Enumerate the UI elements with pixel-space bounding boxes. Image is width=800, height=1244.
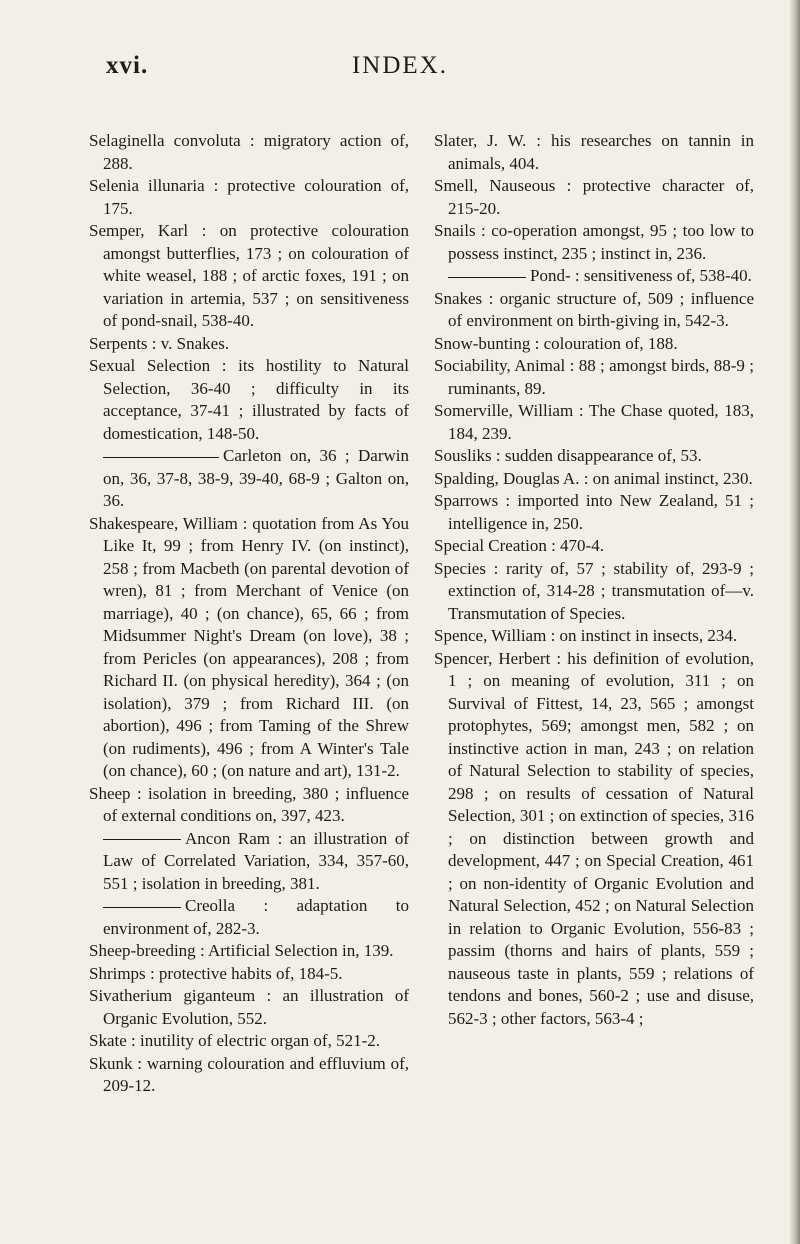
- ditto-dash: [103, 457, 219, 458]
- entry-body: : Artificial Selection in, 139.: [195, 941, 394, 960]
- entry-heading: Spence, William: [434, 626, 547, 645]
- entry-body: : on instinct in insects, 234.: [546, 626, 738, 645]
- entry-body: : 88 ; amongst birds, 88-9 ; ruminants, 89.: [448, 356, 754, 398]
- entry-heading: Special Creation: [434, 536, 547, 555]
- entry-body: : protective colouration of, 175.: [103, 176, 409, 218]
- entry-body: : migratory action of, 288.: [103, 131, 409, 173]
- index-entry: [89, 175, 409, 220]
- entry-heading: Snakes: [434, 288, 483, 308]
- index-entry: [434, 468, 754, 491]
- entry-body: : isolation in breeding, 380 ; influence of external conditions on, 397, 423.: [103, 783, 409, 825]
- entry-body: : protective character of, 215-20.: [448, 176, 754, 218]
- entry-body: : protective habits of, 184-5.: [145, 963, 343, 983]
- index-entry: [434, 288, 754, 333]
- entry-body: : organic structure of, 509 ; influence of environment on birth-giving in, 542-3.: [448, 288, 754, 330]
- entry-heading: Sheep: [89, 783, 131, 803]
- entry-heading: Selenia illunaria: [89, 176, 205, 195]
- index-entry: [89, 985, 409, 1030]
- entry-body: Carleton on, 36 ; Darwin on, 36, 37-8, 38-9, 39-40, 68-9 ; Galton on, 36.: [103, 446, 409, 510]
- index-entry: [89, 828, 409, 896]
- entry-body: : his definition of evolution, 1 ; on meaning of evolution, 311 ; on Survival of Fittest, 14, 23, 565 ; amongst protophytes, 569; amongst men, 582 ; on instinctive action in man, 243 ; on relation of Natural Selection to stability of species, 298 ; on results of cessation of Natural Selection, 301 ; on extinction of species, 316 ; on distinction between growth and development, 447 ; on Special Creation, 461 ; on non-identity of Organic Evolution and Natural Selection, 452 ; on Natural Selection in relation to Organic Evolution, 556-83 ; passim (thorns and hairs of plants, 559 ; nauseous taste in plants, 559 ; relations of tendons and bones, 560-2 ; use and disuse, 562-3 ; other factors, 563-4 ;: [448, 648, 754, 1028]
- index-entry: [434, 400, 754, 445]
- index-entry: [434, 648, 754, 1031]
- entry-heading: Smell, Nauseous: [434, 176, 556, 195]
- index-entry: [89, 1030, 409, 1053]
- index-entry: [434, 355, 754, 400]
- entry-heading: Semper, Karl: [89, 221, 189, 240]
- index-entry: [434, 558, 754, 626]
- page-header: [0, 52, 800, 92]
- entry-body: Ancon Ram : an illustration of Law of Correlated Variation, 334, 357-60, 551 ; isolation in breeding, 381.: [103, 828, 409, 893]
- entry-body: : The Chase quoted, 183, 184, 239.: [448, 401, 754, 443]
- entry-body: : his researches on tannin in animals, 404.: [448, 131, 754, 173]
- running-head: INDEX.: [351, 52, 448, 79]
- entry-heading: Sociability, Animal: [434, 356, 566, 375]
- entry-heading: Sousliks: [434, 446, 492, 465]
- entry-heading: Skunk: [89, 1053, 133, 1073]
- entry-body: : co-operation amongst, 95 ; too low to possess instinct, 235 ; instinct in, 236.: [448, 221, 754, 263]
- entry-body: : sudden disappearance of, 53.: [491, 446, 702, 465]
- page-number: xvi.: [106, 52, 149, 79]
- index-entry: [434, 130, 754, 175]
- right-column: [434, 130, 754, 1030]
- index-entry: [89, 895, 409, 940]
- index-entry: [434, 175, 754, 220]
- entry-heading: Spencer, Herbert: [434, 648, 551, 668]
- entry-heading: Shakespeare, William: [89, 513, 238, 533]
- index-entry: [89, 1053, 409, 1098]
- entry-heading: Species: [434, 558, 486, 578]
- entry-heading: Serpents: [89, 333, 148, 353]
- index-entry: [434, 445, 754, 468]
- ditto-dash: [448, 277, 526, 278]
- entry-body: : v. Snakes.: [147, 333, 230, 353]
- entry-body: : 470-4.: [546, 536, 604, 555]
- entry-body: : warning colouration and effluvium of, 209-12.: [103, 1053, 409, 1095]
- entry-heading: Sheep-breeding: [89, 941, 196, 960]
- entry-heading: Sivatherium giganteum: [89, 986, 256, 1005]
- entry-heading: Snow-bunting: [434, 333, 531, 353]
- entry-body: Pond- : sensitiveness of, 538-40.: [530, 266, 752, 285]
- entry-heading: Shrimps: [89, 963, 146, 983]
- index-entry: [89, 333, 409, 356]
- left-column: [89, 130, 409, 1098]
- index-entry: [89, 130, 409, 175]
- index-entry: [89, 783, 409, 828]
- ditto-dash: [103, 907, 181, 908]
- page-edge: [790, 0, 800, 1244]
- entry-body: : rarity of, 57 ; stability of, 293-9 ; extinction of, 314-28 ; transmutation of—v. Transmutation of Species.: [448, 558, 754, 623]
- index-entry: [434, 265, 754, 288]
- entry-body: Creolla : adaptation to environment of, 282-3.: [103, 896, 409, 938]
- index-entry: [434, 535, 754, 558]
- entry-body: : quotation from As You Like It, 99 ; from Henry IV. (on instinct), 258 ; from Macbeth (on parental devotion of wren), 81 ; from Merchant of Venice (on marriage), 40 ; (on chance), 65, 66 ; from Midsummer Night's Dream (on love), 38 ; from Pericles (on appearances), 208 ; from Richard II. (on physical heredity), 364 ; (on isolation), 379 ; from Richard III. (on abortion), 496 ; from Taming of the Shrew (on rudiments), 496 ; from A Winter's Tale (on chance), 60 ; (on nature and art), 131-2.: [103, 513, 409, 780]
- index-entry: [434, 625, 754, 648]
- entry-heading: Sexual Selection: [89, 356, 211, 375]
- index-entry: [89, 220, 409, 333]
- index-entry: [89, 963, 409, 986]
- entry-heading: Somerville, William: [434, 401, 574, 420]
- index-entry: [434, 333, 754, 356]
- entry-body: : on protective colouration amongst butterflies, 173 ; on colouration of white weasel, 188 ; of arctic foxes, 191 ; on variation in artemia, 537 ; on sensitiveness of pond-snail, 538-40.: [103, 221, 409, 330]
- index-entry: [89, 940, 409, 963]
- index-entry: [434, 220, 754, 265]
- entry-body: : imported into New Zealand, 51 ; intelligence in, 250.: [448, 491, 754, 533]
- entry-heading: Spalding, Douglas A.: [434, 468, 580, 488]
- entry-heading: Selaginella convoluta: [89, 131, 241, 150]
- index-entry: [89, 355, 409, 445]
- entry-body: : an illustration of Organic Evolution, 552.: [103, 986, 410, 1028]
- entry-heading: Snails: [434, 221, 476, 240]
- entry-body: : colouration of, 188.: [530, 333, 678, 353]
- index-entry: [89, 513, 409, 783]
- index-entry: [89, 445, 409, 513]
- entry-body: : inutility of electric organ of, 521-2.: [126, 1031, 380, 1050]
- index-entry: [434, 490, 754, 535]
- ditto-dash: [103, 839, 181, 840]
- entry-heading: Skate: [89, 1031, 127, 1050]
- entry-heading: Slater, J. W.: [434, 131, 527, 150]
- entry-heading: Sparrows: [434, 491, 499, 510]
- entry-body: : its hostility to Natural Selection, 36-40 ; difficulty in its acceptance, 37-41 ; illustrated by facts of domestication, 148-50.: [103, 356, 409, 443]
- entry-body: : on animal instinct, 230.: [579, 468, 753, 488]
